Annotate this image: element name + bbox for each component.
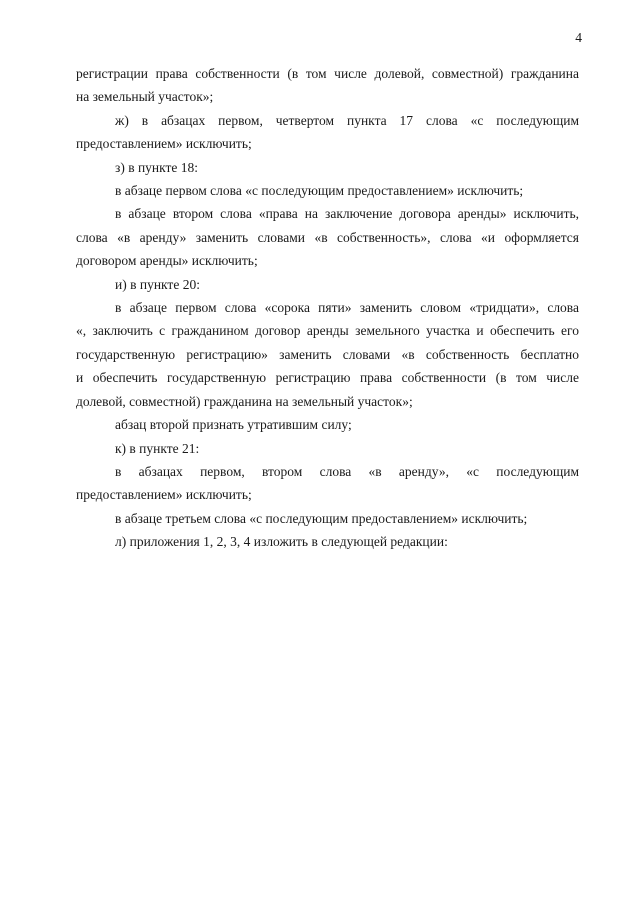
text-line: к) в пункте 21:	[115, 440, 200, 456]
text-line: государственную регистрацию» заменить словами «в собственность бесплатно	[76, 346, 579, 362]
text-line: ж) в абзацах первом, четвертом пункта 17 слова «с последующим	[115, 112, 579, 128]
text-line: предоставлением» исключить;	[76, 136, 252, 152]
page-number: 4	[575, 30, 582, 45]
text-line: в абзаце первом слова «с последующим предоставлением» исключить;	[115, 183, 524, 199]
text-line: л) приложения 1, 2, 3, 4 изложить в следующей редакции:	[115, 534, 448, 550]
text-line: регистрации права собственности (в том числе долевой, совместной) гражданина	[76, 66, 579, 81]
document-body	[76, 62, 579, 554]
text-line: и обеспечить государственную регистрацию права собственности (в том числе	[76, 370, 579, 386]
paragraph	[76, 296, 579, 413]
paragraph	[76, 413, 579, 436]
paragraph	[76, 437, 579, 460]
paragraph	[76, 460, 579, 507]
text-line: договором аренды» исключить;	[76, 253, 258, 269]
text-line: в абзаце первом слова «сорока пяти» заменить словом «тридцати», слова	[115, 300, 579, 316]
text-line: «, заключить с гражданином договор аренды земельного участка и обеспечить его	[76, 323, 579, 339]
paragraph	[76, 202, 579, 272]
paragraph	[76, 273, 579, 296]
text-line: слова «в аренду» заменить словами «в собственность», слова «и оформляется	[76, 229, 579, 245]
paragraph	[76, 156, 579, 179]
paragraph	[76, 179, 579, 202]
text-line: предоставлением» исключить;	[76, 487, 252, 503]
paragraph	[76, 109, 579, 156]
text-line: в абзаце втором слова «права на заключение договора аренды» исключить,	[115, 206, 579, 222]
text-line: абзац второй признать утратившим силу;	[115, 417, 352, 433]
paragraph	[76, 507, 579, 530]
paragraph	[76, 530, 579, 553]
text-line: з) в пункте 18:	[115, 159, 199, 175]
text-line: на земельный участок»;	[76, 89, 214, 105]
text-line: в абзаце третьем слова «с последующим предоставлением» исключить;	[115, 510, 528, 526]
text-line: и) в пункте 20:	[115, 276, 200, 292]
text-line: долевой, совместной) гражданина на земельный участок»;	[76, 393, 413, 409]
paragraph	[76, 62, 579, 109]
text-line: в абзацах первом, втором слова «в аренду», «с последующим	[115, 463, 579, 479]
